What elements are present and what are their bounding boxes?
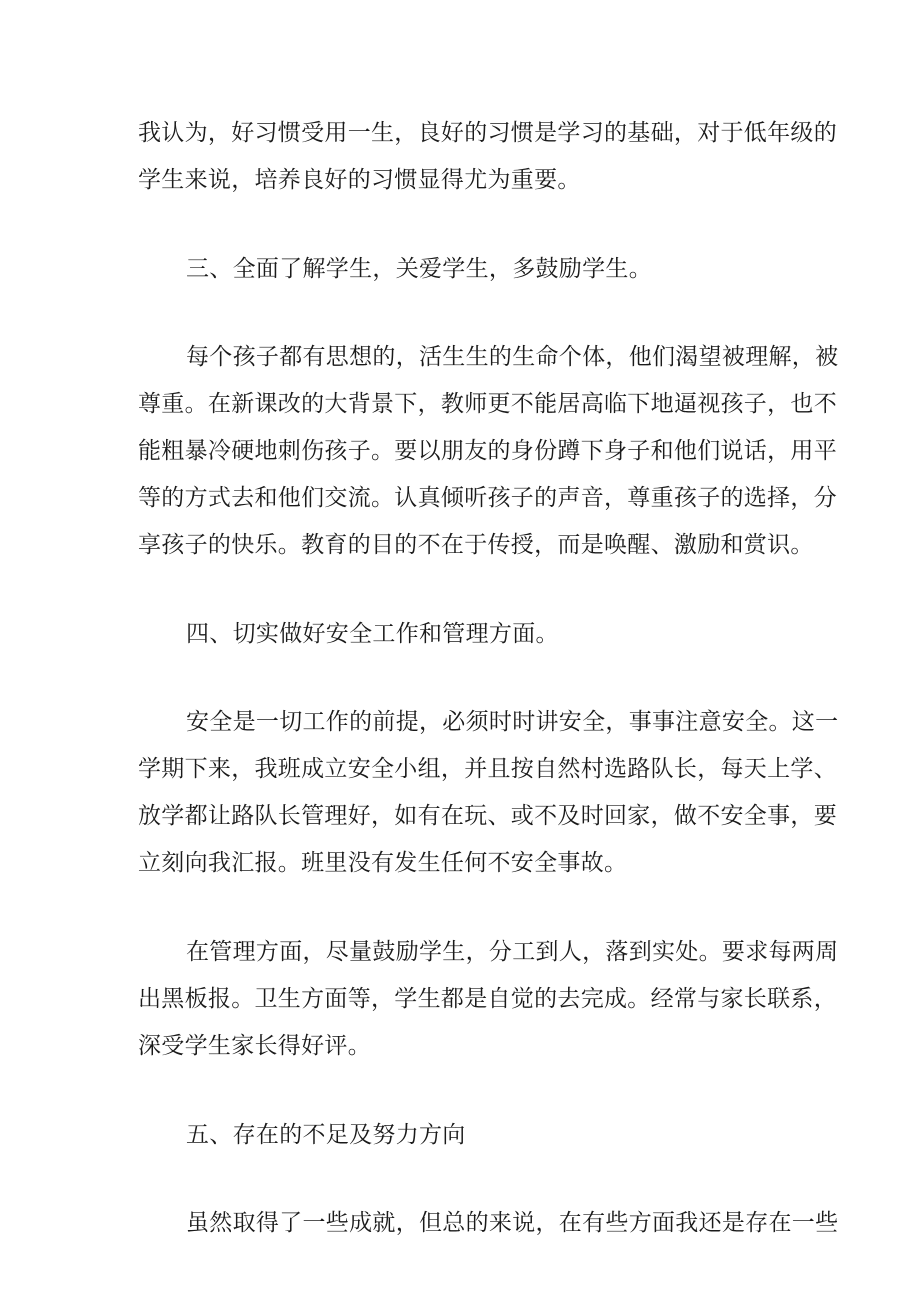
paragraph-4-line-3: 深受学生家长得好评。: [138, 1033, 371, 1059]
paragraph-3-line-3: 放学都让路队长管理好，如有在玩、或不及时回家，做不安全事，要: [138, 803, 837, 829]
paragraph-1-line-2: 学生来说，培养良好的习惯显得尤为重要。: [138, 167, 581, 193]
paragraph-2-line-5: 享孩子的快乐。教育的目的不在于传授，而是唤醒、激励和赏识。: [138, 532, 814, 558]
paragraph-3-line-4: 立刻向我汇报。班里没有发生任何不安全事故。: [138, 850, 628, 876]
paragraph-3-line-1: 安全是一切工作的前提，必须时时讲安全，事事注意安全。这一: [186, 709, 839, 735]
paragraph-2-line-4: 等的方式去和他们交流。认真倾听孩子的声音，尊重孩子的选择，分: [138, 485, 837, 511]
paragraph-2-line-3: 能粗暴冷硬地刺伤孩子。要以朋友的身份蹲下身子和他们说话，用平: [138, 438, 837, 464]
section-heading-3: 三、全面了解学生，关爱学生，多鼓励学生。: [186, 256, 652, 282]
paragraph-4-line-2: 出黑板报。卫生方面等，学生都是自觉的去完成。经常与家长联系，: [138, 986, 837, 1012]
paragraph-5-line-1: 虽然取得了一些成就，但总的来说，在有些方面我还是存在一些: [186, 1210, 839, 1236]
paragraph-3-line-2: 学期下来，我班成立安全小组，并且按自然村选路队长，每天上学、: [138, 756, 837, 782]
paragraph-2-line-2: 尊重。在新课改的大背景下，教师更不能居高临下地逼视孩子，也不: [138, 391, 837, 417]
paragraph-2-line-1: 每个孩子都有思想的，活生生的生命个体，他们渴望被理解，被: [186, 344, 839, 370]
paragraph-1-line-1: 我认为，好习惯受用一生，良好的习惯是学习的基础，对于低年级的: [138, 120, 837, 146]
section-heading-5: 五、存在的不足及努力方向: [186, 1122, 466, 1148]
paragraph-4-line-1: 在管理方面，尽量鼓励学生，分工到人，落到实处。要求每两周: [186, 939, 839, 965]
section-heading-4: 四、切实做好安全工作和管理方面。: [186, 621, 559, 647]
